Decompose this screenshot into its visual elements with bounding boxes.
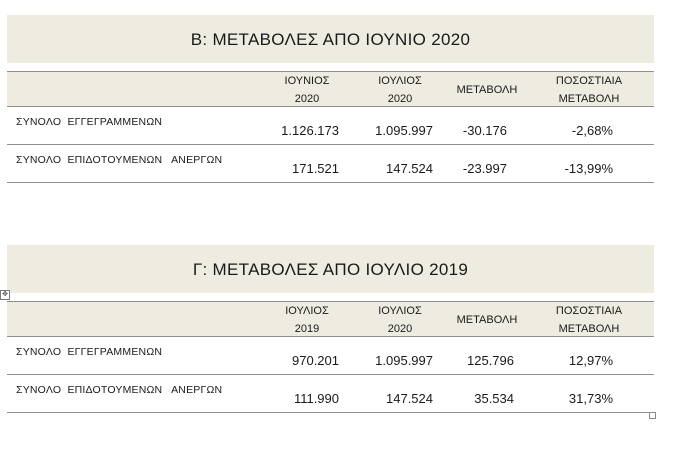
table-row <box>7 337 654 375</box>
header-col3: ΜΕΤΑΒΟΛΗ <box>456 84 518 96</box>
table-section-g <box>7 245 654 420</box>
cell-value: -23.997 <box>462 161 507 176</box>
row-label: ΣΥΝΟΛΟ ΕΠΙΔΟΤΟΥΜΕΝΩΝ ΑΝΕΡΓΩΝ <box>16 154 223 166</box>
table-header-row-g <box>7 301 654 337</box>
cell-value: 970.201 <box>292 353 339 368</box>
row-label: ΣΥΝΟΛΟ ΕΠΙΔΟΤΟΥΜΕΝΩΝ ΑΝΕΡΓΩΝ <box>16 384 223 396</box>
header-col4: ΠΟΣΟΣΤΙΑΙΑ ΜΕΤΑΒΟΛΗ <box>555 75 623 105</box>
cell-value: -2,68% <box>571 123 613 138</box>
table-row <box>7 145 654 183</box>
table-section-b <box>7 15 654 185</box>
cell-value: 31,73% <box>568 391 613 406</box>
cell-value: 111.990 <box>293 391 339 406</box>
header-col2: ΙΟΥΛΙΟΣ 2020 <box>378 75 422 105</box>
table-title-b: Β: ΜΕΤΑΒΟΛΕΣ ΑΠΟ ΙΟΥΝΙΟ 2020 <box>7 15 654 63</box>
table-header-row-b <box>7 71 654 107</box>
cell-value: -30.176 <box>462 123 507 138</box>
table-row <box>7 375 654 413</box>
move-handle-icon[interactable]: ✥ <box>0 290 10 300</box>
cell-value: 12,97% <box>568 353 613 368</box>
table-row <box>7 107 654 145</box>
header-col1: ΙΟΥΝΙΟΣ 2020 <box>284 75 330 105</box>
table-title-g: Γ: ΜΕΤΑΒΟΛΕΣ ΑΠΟ ΙΟΥΛΙΟ 2019 <box>7 245 654 293</box>
cell-value: 147.524 <box>386 161 433 176</box>
header-col4: ΠΟΣΟΣΤΙΑΙΑ ΜΕΤΑΒΟΛΗ <box>555 305 623 335</box>
header-col1: ΙΟΥΛΙΟΣ 2019 <box>285 305 329 335</box>
row-label: ΣΥΝΟΛΟ ΕΓΓΕΓΡΑΜΜΕΝΩΝ <box>16 116 163 128</box>
cell-value: 35.534 <box>474 391 514 406</box>
resize-handle-icon[interactable] <box>649 412 656 419</box>
cell-value: 171.521 <box>292 161 339 176</box>
cell-value: 125.796 <box>467 353 514 368</box>
header-col2: ΙΟΥΛΙΟΣ 2020 <box>378 305 422 335</box>
cell-value: 1.126.173 <box>281 123 339 138</box>
cell-value: 1.095.997 <box>375 123 433 138</box>
header-col3: ΜΕΤΑΒΟΛΗ <box>456 314 518 326</box>
cell-value: -13,99% <box>564 161 613 176</box>
cell-value: 1.095.997 <box>375 353 433 368</box>
cell-value: 147.524 <box>386 391 433 406</box>
row-label: ΣΥΝΟΛΟ ΕΓΓΕΓΡΑΜΜΕΝΩΝ <box>16 346 163 358</box>
